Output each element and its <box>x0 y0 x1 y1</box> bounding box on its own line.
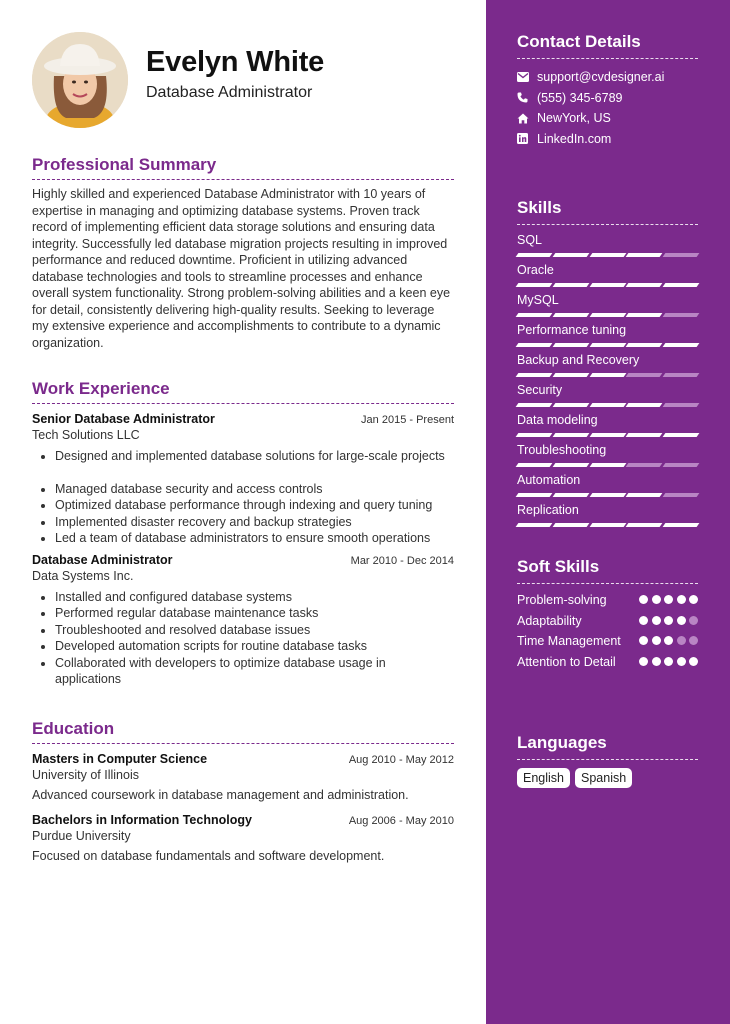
skill-rating-segment <box>589 373 626 377</box>
skill-rating-segment <box>626 403 663 407</box>
education-entry <box>32 752 454 804</box>
candidate-name: Evelyn White <box>146 46 325 78</box>
skill-rating-segment <box>589 343 626 347</box>
contact-phone[interactable] <box>517 88 698 109</box>
job-bullets <box>32 448 454 547</box>
rating-dot <box>689 595 698 604</box>
language-tag: Spanish <box>575 768 632 788</box>
skill-rating <box>517 253 698 257</box>
skill-item <box>517 503 698 527</box>
skill-rating-segment <box>626 523 663 527</box>
soft-skills-list <box>517 592 698 670</box>
school-name: University of Illinois <box>32 768 139 782</box>
skill-rating-segment <box>552 523 589 527</box>
section-title-languages: Languages <box>517 733 698 760</box>
soft-skill-rating <box>639 633 698 645</box>
skill-rating-segment <box>589 433 626 437</box>
skills-section <box>517 198 698 533</box>
languages-section <box>517 733 698 788</box>
rating-dot <box>664 595 673 604</box>
skill-rating-segment <box>663 463 700 467</box>
skill-item <box>517 293 698 317</box>
resume-header <box>32 32 454 128</box>
list-item: Optimized database performance through indexing and query tuning <box>32 497 454 514</box>
rating-dot <box>652 636 661 645</box>
job-title: Database Administrator <box>32 552 173 567</box>
skill-rating-segment <box>516 373 553 377</box>
list-item: Led a team of database administrators to ensure smooth operations <box>32 530 454 547</box>
contact-email-text: support@cvdesigner.ai <box>537 70 665 85</box>
soft-skill-name: Problem-solving <box>517 593 607 607</box>
skill-rating <box>517 403 698 407</box>
degree-title: Bachelors in Information Technology <box>32 812 252 827</box>
skill-rating-segment <box>589 523 626 527</box>
skill-name: Troubleshooting <box>517 443 607 457</box>
list-item: Designed and implemented database solutions for large-scale projects <box>32 448 454 465</box>
skill-rating-segment <box>663 433 700 437</box>
degree-dates: Aug 2006 - May 2010 <box>348 814 454 827</box>
skill-item <box>517 473 698 497</box>
skill-rating-segment <box>626 493 663 497</box>
soft-skill-item <box>517 592 698 609</box>
soft-skill-item <box>517 633 698 650</box>
contact-location <box>517 108 698 129</box>
skill-rating-segment <box>552 253 589 257</box>
rating-dot <box>689 616 698 625</box>
contact-location-text: NewYork, US <box>537 111 611 126</box>
rating-dot <box>652 595 661 604</box>
skill-rating-segment <box>663 373 700 377</box>
skill-rating-segment <box>516 343 553 347</box>
skill-rating-segment <box>626 343 663 347</box>
section-title-experience: Work Experience <box>32 379 454 404</box>
soft-skill-name: Time Management <box>517 634 621 648</box>
experience-section <box>32 379 454 688</box>
skill-name: SQL <box>517 233 543 247</box>
job-entry <box>32 412 454 547</box>
soft-skills-section <box>517 557 698 674</box>
degree-title: Masters in Computer Science <box>32 752 208 766</box>
rating-dot <box>652 616 661 625</box>
skill-rating-segment <box>589 313 626 317</box>
rating-dot <box>677 636 686 645</box>
job-company: Data Systems Inc. <box>32 568 134 583</box>
skill-item <box>517 263 698 287</box>
contact-linkedin-text: LinkedIn.com <box>537 131 612 146</box>
contact-phone-text: (555) 345-6789 <box>537 90 623 105</box>
skill-item <box>517 413 698 437</box>
skill-item <box>517 443 698 467</box>
skill-rating-segment <box>626 433 663 437</box>
job-company: Tech Solutions LLC <box>32 428 140 442</box>
section-title-soft-skills: Soft Skills <box>517 557 698 584</box>
skill-rating <box>517 433 698 437</box>
list-item: Managed database security and access controls <box>32 481 454 498</box>
rating-dot <box>639 616 648 625</box>
skill-rating <box>517 283 698 287</box>
section-title-contact: Contact Details <box>517 32 698 59</box>
soft-skill-item <box>517 654 698 671</box>
skill-rating-segment <box>626 283 663 287</box>
rating-dot <box>639 636 648 645</box>
job-dates: Jan 2015 - Present <box>361 414 454 426</box>
summary-text: Highly skilled and experienced Database Administrator with 10 years of expertise in managing and optimizing database systems. Proven track record of implementing efficient data storage solutions and ensuring data integrity. Successfully led database migration projects resulting in improved performance and reduced downtime. Proficient in utilizing advanced database technologies and tools to streamline processes and enhance overall system functionality. Strong problem-solving abilities and a keen eye for detail, consistently delivering high-quality results. Seeking to leverage my extensive experience and accomplishments to contribute to a dynamic organization. <box>32 187 451 350</box>
profile-photo <box>32 32 128 128</box>
summary-section <box>32 155 454 351</box>
list-item: Troubleshooted and resolved database issues <box>32 622 454 639</box>
skill-rating-segment <box>589 403 626 407</box>
skill-rating-segment <box>626 463 663 467</box>
skill-rating-segment <box>552 373 589 377</box>
skill-rating-segment <box>663 253 700 257</box>
list-item: Developed automation scripts for routine database tasks <box>32 638 454 655</box>
skill-rating-segment <box>516 283 553 287</box>
rating-dot <box>677 657 686 666</box>
skill-rating-segment <box>589 253 626 257</box>
home-icon <box>517 113 537 124</box>
skill-rating-segment <box>663 313 700 317</box>
skill-rating-segment <box>552 403 589 407</box>
rating-dot <box>652 657 661 666</box>
skill-rating <box>517 493 698 497</box>
contact-section <box>517 32 698 149</box>
skill-rating-segment <box>663 523 700 527</box>
rating-dot <box>664 616 673 625</box>
job-title: Senior Database Administrator <box>32 412 215 426</box>
skill-rating <box>517 313 698 317</box>
rating-dot <box>639 595 648 604</box>
skill-item <box>517 383 698 407</box>
skill-rating-segment <box>552 313 589 317</box>
skill-name: Backup and Recovery <box>517 353 640 367</box>
rating-dot <box>689 636 698 645</box>
list-item: Performed regular database maintenance tasks <box>32 605 454 622</box>
linkedin-icon <box>517 133 537 144</box>
skill-name: Data modeling <box>517 413 598 427</box>
skill-rating-segment <box>516 463 553 467</box>
section-title-skills: Skills <box>517 198 698 225</box>
skill-rating <box>517 343 698 347</box>
skill-rating <box>517 463 698 467</box>
degree-dates: Aug 2010 - May 2012 <box>348 754 454 766</box>
rating-dot <box>664 636 673 645</box>
skill-name: MySQL <box>517 293 559 307</box>
school-name: Purdue University <box>32 828 131 843</box>
skill-rating-segment <box>626 313 663 317</box>
skill-rating-segment <box>516 493 553 497</box>
skill-rating-segment <box>552 343 589 347</box>
skill-name: Oracle <box>517 263 554 277</box>
skill-rating <box>517 373 698 377</box>
soft-skill-rating <box>639 613 698 625</box>
skill-rating-segment <box>663 283 700 287</box>
rating-dot <box>677 595 686 604</box>
list-item: Implemented disaster recovery and backup strategies <box>32 514 454 531</box>
job-entry <box>32 553 454 688</box>
skill-rating-segment <box>516 253 553 257</box>
skill-rating-segment <box>663 343 700 347</box>
skill-rating-segment <box>663 403 700 407</box>
skill-rating-segment <box>589 493 626 497</box>
skill-item <box>517 323 698 347</box>
skill-item <box>517 233 698 257</box>
section-title-education: Education <box>32 719 454 744</box>
soft-skill-name: Adaptability <box>517 613 582 628</box>
soft-skill-rating <box>639 654 698 666</box>
languages-list <box>517 768 698 788</box>
list-item: Collaborated with developers to optimize database usage in applications <box>32 655 454 688</box>
language-tag: English <box>517 768 570 788</box>
soft-skill-rating <box>639 592 698 604</box>
rating-dot <box>639 657 648 666</box>
skill-rating-segment <box>626 373 663 377</box>
sidebar <box>486 0 730 1024</box>
rating-dot <box>677 616 686 625</box>
soft-skill-item <box>517 613 698 630</box>
degree-description: Advanced coursework in database management and administration. <box>32 788 409 802</box>
skill-rating <box>517 523 698 527</box>
job-dates: Mar 2010 - Dec 2014 <box>350 554 454 567</box>
skill-rating-segment <box>626 253 663 257</box>
job-bullets <box>32 589 454 688</box>
skill-rating-segment <box>552 463 589 467</box>
skill-rating-segment <box>589 283 626 287</box>
education-section <box>32 719 454 864</box>
skill-name: Performance tuning <box>517 323 627 337</box>
rating-dot <box>664 657 673 666</box>
skill-rating-segment <box>663 493 700 497</box>
list-item: Installed and configured database systems <box>32 589 454 606</box>
skill-item <box>517 353 698 377</box>
skills-list <box>517 233 698 527</box>
skill-name: Security <box>517 383 563 397</box>
skill-rating-segment <box>552 283 589 287</box>
phone-icon <box>517 92 537 103</box>
degree-description: Focused on database fundamentals and software development. <box>32 848 385 863</box>
skill-rating-segment <box>589 463 626 467</box>
skill-rating-segment <box>516 313 553 317</box>
envelope-icon <box>517 72 537 82</box>
skill-rating-segment <box>516 403 553 407</box>
contact-email[interactable] <box>517 67 698 88</box>
rating-dot <box>689 657 698 666</box>
skill-rating-segment <box>516 433 553 437</box>
education-entry <box>32 813 454 865</box>
skill-rating-segment <box>552 493 589 497</box>
skill-rating-segment <box>516 523 553 527</box>
skill-rating-segment <box>552 433 589 437</box>
soft-skill-name: Attention to Detail <box>517 654 616 669</box>
skill-name: Replication <box>517 503 579 517</box>
candidate-role: Database Administrator <box>146 84 313 101</box>
contact-linkedin[interactable] <box>517 129 698 150</box>
section-title-summary: Professional Summary <box>32 155 454 180</box>
skill-name: Automation <box>517 473 581 487</box>
